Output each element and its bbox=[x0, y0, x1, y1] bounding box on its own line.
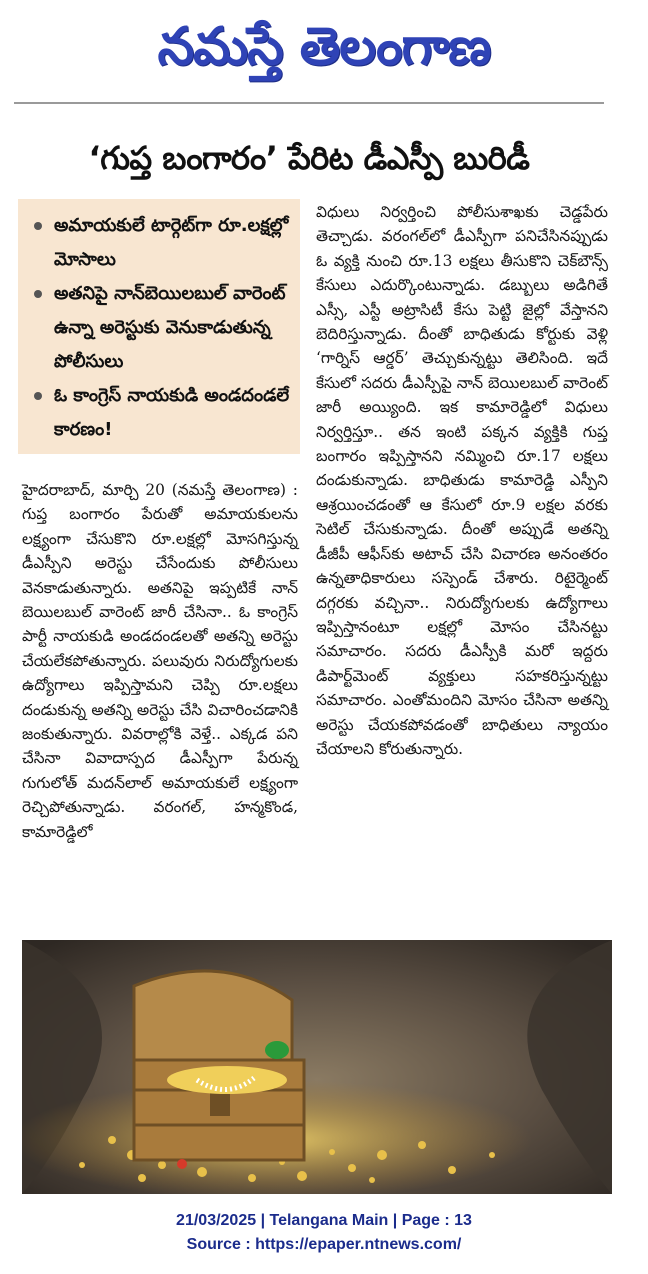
highlights-box bbox=[18, 199, 300, 454]
bullet-icon bbox=[34, 392, 42, 400]
bullet-icon bbox=[34, 290, 42, 298]
highlight-text: అమాయకులే టార్గెట్‌గా రూ.లక్షల్లో మోసాలు bbox=[54, 215, 289, 270]
article-column-left bbox=[22, 478, 298, 844]
article-headline: ‘గుప్త బంగారం’ పేరిట డీఎస్పీ బురిడీ bbox=[88, 139, 530, 177]
highlight-item bbox=[32, 277, 292, 379]
treasure-chest-illustration bbox=[22, 940, 612, 1194]
footer-dateline: 21/03/2025 | Telangana Main | Page : 13 bbox=[176, 1212, 472, 1229]
treasure-chest-photo bbox=[22, 940, 612, 1194]
article-column-right bbox=[316, 200, 608, 761]
highlight-item bbox=[32, 379, 292, 447]
highlight-item bbox=[32, 209, 292, 277]
footer-source: Source : https://epaper.ntnews.com/ bbox=[186, 1236, 462, 1253]
bullet-icon bbox=[34, 222, 42, 230]
highlights-list bbox=[18, 199, 300, 447]
article-paragraph: విధులు నిర్వర్తించి పోలీసుశాఖకు చెడ్డపేరు తెచ్చాడు. వరంగల్‌లో డీఎస్పీగా పనిచేసినప్పుడు ఓ వ్యక్తి నుంచి రూ.13 లక్షలు తీసుకొని చెక్‌బౌన్స్ కేసులు ఎదుర్కొంటున్నాడు. డబ్బులు అడిగితే ఎస్సీ, ఎస్టీ అట్రాసిటీ కేసు పెట్టి జైల్లో వేస్తానని బెదిరిస్తున్నాడు. దీంతో బాధితుడు కోర్టుకు వెళ్లి ‘గార్నిస్ ఆర్డర్’ తెచ్చుకున్నట్టు తెలిసింది. ఇదే కేసులో సదరు డీఎస్పీపై నాన్ బెయిలబుల్ వారెంట్ జారీ అయ్యింది. ఇక కామారెడ్డిలో విధులు నిర్వర్తిస్తూ.. తన ఇంటి పక్కన వ్యక్తికి గుప్త బంగారం ఇప్పిస్తానని నమ్మించి రూ.17 లక్షలు దండుకున్నాడు. బాధితుడు కామారెడ్డి ఎస్పీని ఆశ్రయించడంతో ఆ కేసులో రూ.9 లక్షల వరకు సెటిల్ చేసుకున్నాడు. దీంతో అప్పుడే అతన్ని డీజీపీ ఆఫీస్‌కు అటాచ్ చేసి విచారణ అనంతరం ఉన్నతాధికారులు సస్పెండ్ చేశారు. రిటైర్మెంట్ దగ్గరకు వచ్చినా.. నిరుద్యోగులకు ఉద్యోగాలు ఇప్పిస్తానంటూ లక్షల్లో మోసం చేసినట్టు సమాచారం. సదరు డీఎస్పీకి మరో ఇద్దరు డిపార్ట్‌మెంట్ వ్యక్తులు సహకరిస్తున్నట్టు సమాచారం. ఎంతోమందిని మోసం చేసినా అతన్ని అరెస్టు చేయకపోవడంతో బాధితులు న్యాయం చేయాలని కోరుతున్నారు. bbox=[316, 203, 608, 758]
masthead bbox=[0, 4, 648, 90]
highlight-text: అతనిపై నాన్‌బెయిలబుల్ వారెంట్ ఉన్నా అరెస్టుకు వెనుకాడుతున్న పోలీసులు bbox=[54, 283, 286, 372]
highlight-text: ఓ కాంగ్రెస్ నాయకుడి అండదండలే కారణం! bbox=[54, 385, 290, 440]
top-divider bbox=[14, 102, 604, 104]
newspaper-logo-title: నమస్తే తెలంగాణ bbox=[157, 17, 491, 77]
article-paragraph: హైదరాబాద్, మార్చి 20 (నమస్తే తెలంగాణ) : గుప్త బంగారం పేరుతో అమాయకులను లక్ష్యంగా చేసుకొని రూ.లక్షల్లో మోసగిస్తున్న డీఎస్పీని అరెస్టు చేసేందుకు పోలీసులు వెనకాడుతున్నారు. అతనిపై ఇప్పటికే నాన్ బెయిలబుల్ వారెంట్ జారీ చేసినా.. ఓ కాంగ్రెస్ పార్టీ నాయకుడి అండదండలతో అతన్ని అరెస్టు చేయలేకపోతున్నారు. పలువురు నిరుద్యోగులకు ఉద్యోగాలు ఇప్పిస్తామని చెప్పి రూ.లక్షలు దండుకున్న అతన్ని అరెస్టు చేసి విచారించడానికి జంకుతున్నారు. వివరాల్లోకి వెళ్తే.. ఎక్కడ పని చేసినా వివాదాస్పద డీఎస్పీగా పేరున్న గుగులోత్ మదన్‌లాల్ అమాయకులే లక్ష్యంగా రెచ్చిపోతున్నాడు. వరంగల్, హన్మకొండ, కామారెడ్డిలో bbox=[22, 481, 298, 841]
chest bbox=[134, 971, 304, 1160]
